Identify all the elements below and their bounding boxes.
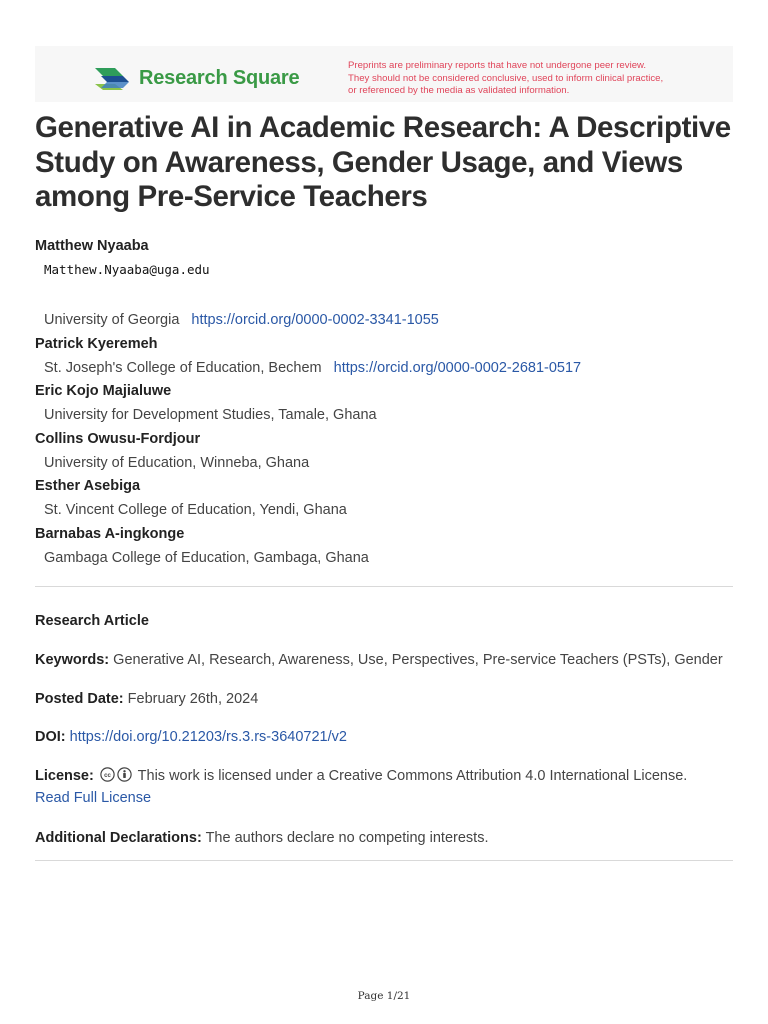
author-block xyxy=(35,429,735,477)
page-number: Page 1/21 xyxy=(357,990,411,1002)
by-attribution-icon xyxy=(117,767,132,782)
affiliation-text: St. Joseph's College of Education, Bechem xyxy=(44,359,322,376)
declarations-label: Additional Declarations: xyxy=(35,830,202,846)
additional-declarations xyxy=(35,827,735,849)
author-block xyxy=(35,236,735,334)
license-icons xyxy=(100,767,132,782)
author-email[interactable]: Matthew.Nyaaba@uga.edu xyxy=(44,262,210,277)
orcid-link[interactable]: https://orcid.org/0000-0002-3341-1055 xyxy=(191,312,439,328)
research-square-logo-icon xyxy=(93,64,131,92)
author-name: Patrick Kyeremeh xyxy=(35,335,158,352)
divider xyxy=(35,860,733,861)
svg-text:cc: cc xyxy=(104,773,111,779)
keywords xyxy=(35,649,735,671)
doi-link[interactable]: https://doi.org/10.21203/rs.3.rs-3640721/v2 xyxy=(69,729,347,745)
brand-name: Research Square xyxy=(139,66,300,89)
declarations-text: The authors declare no competing interests. xyxy=(205,830,489,846)
cc-icon xyxy=(100,767,115,782)
doi-label: DOI: xyxy=(35,729,66,745)
notice-line: Preprints are preliminary reports that have not undergone peer review. xyxy=(348,60,647,71)
article-type xyxy=(35,610,735,632)
author-name: Esther Asebiga xyxy=(35,478,141,494)
posted-date-label: Posted Date: xyxy=(35,691,124,707)
divider xyxy=(35,586,733,587)
spacer xyxy=(35,283,735,307)
author-affiliation xyxy=(44,307,735,334)
keywords-label: Keywords: xyxy=(35,652,110,668)
read-full-license-link[interactable]: Read Full License xyxy=(35,790,152,806)
author-name: Barnabas A-ingkonge xyxy=(35,525,185,542)
doi xyxy=(35,726,735,748)
author-name: Matthew Nyaaba xyxy=(35,238,149,254)
posted-date-value: February 26th, 2024 xyxy=(127,691,259,707)
article-type-text: Research Article xyxy=(35,613,149,629)
author-affiliation: University of Education, Winneba, Ghana xyxy=(44,454,310,471)
author-block xyxy=(35,524,735,572)
author-name: Eric Kojo Majialuwe xyxy=(35,383,172,399)
author-name: Collins Owusu-Fordjour xyxy=(35,430,201,447)
notice-line: or referenced by the media as validated information. xyxy=(348,85,570,96)
orcid-link[interactable]: https://orcid.org/0000-0002-2681-0517 xyxy=(333,359,582,376)
author-list xyxy=(35,236,735,571)
license-text: This work is licensed under a Creative Commons Attribution 4.0 International License. xyxy=(137,768,688,784)
license xyxy=(35,765,735,809)
research-square-logo[interactable] xyxy=(93,64,299,92)
posted-date xyxy=(35,688,735,710)
author-affiliation: St. Vincent College of Education, Yendi, Ghana xyxy=(44,502,347,518)
license-label: License: xyxy=(35,768,94,784)
author-block xyxy=(35,476,735,524)
author-affiliation: Gambaga College of Education, Gambaga, Ghana xyxy=(44,549,369,566)
author-affiliation xyxy=(44,355,735,382)
keywords-text: Generative AI, Research, Awareness, Use, Perspectives, Pre-service Teachers (PSTs), Gender xyxy=(113,652,723,668)
author-block xyxy=(35,381,735,429)
preprint-notice xyxy=(348,60,708,98)
paper-title: Generative AI in Academic Research: A Descriptive Study on Awareness, Gender Usage, and Views among Pre-Service Teachers xyxy=(35,111,731,213)
author-block xyxy=(35,334,735,382)
author-affiliation: University for Development Studies, Tamale, Ghana xyxy=(44,407,377,423)
affiliation-text: University of Georgia xyxy=(44,312,180,328)
notice-line: They should not be considered conclusive, used to inform clinical practice, xyxy=(348,72,664,84)
